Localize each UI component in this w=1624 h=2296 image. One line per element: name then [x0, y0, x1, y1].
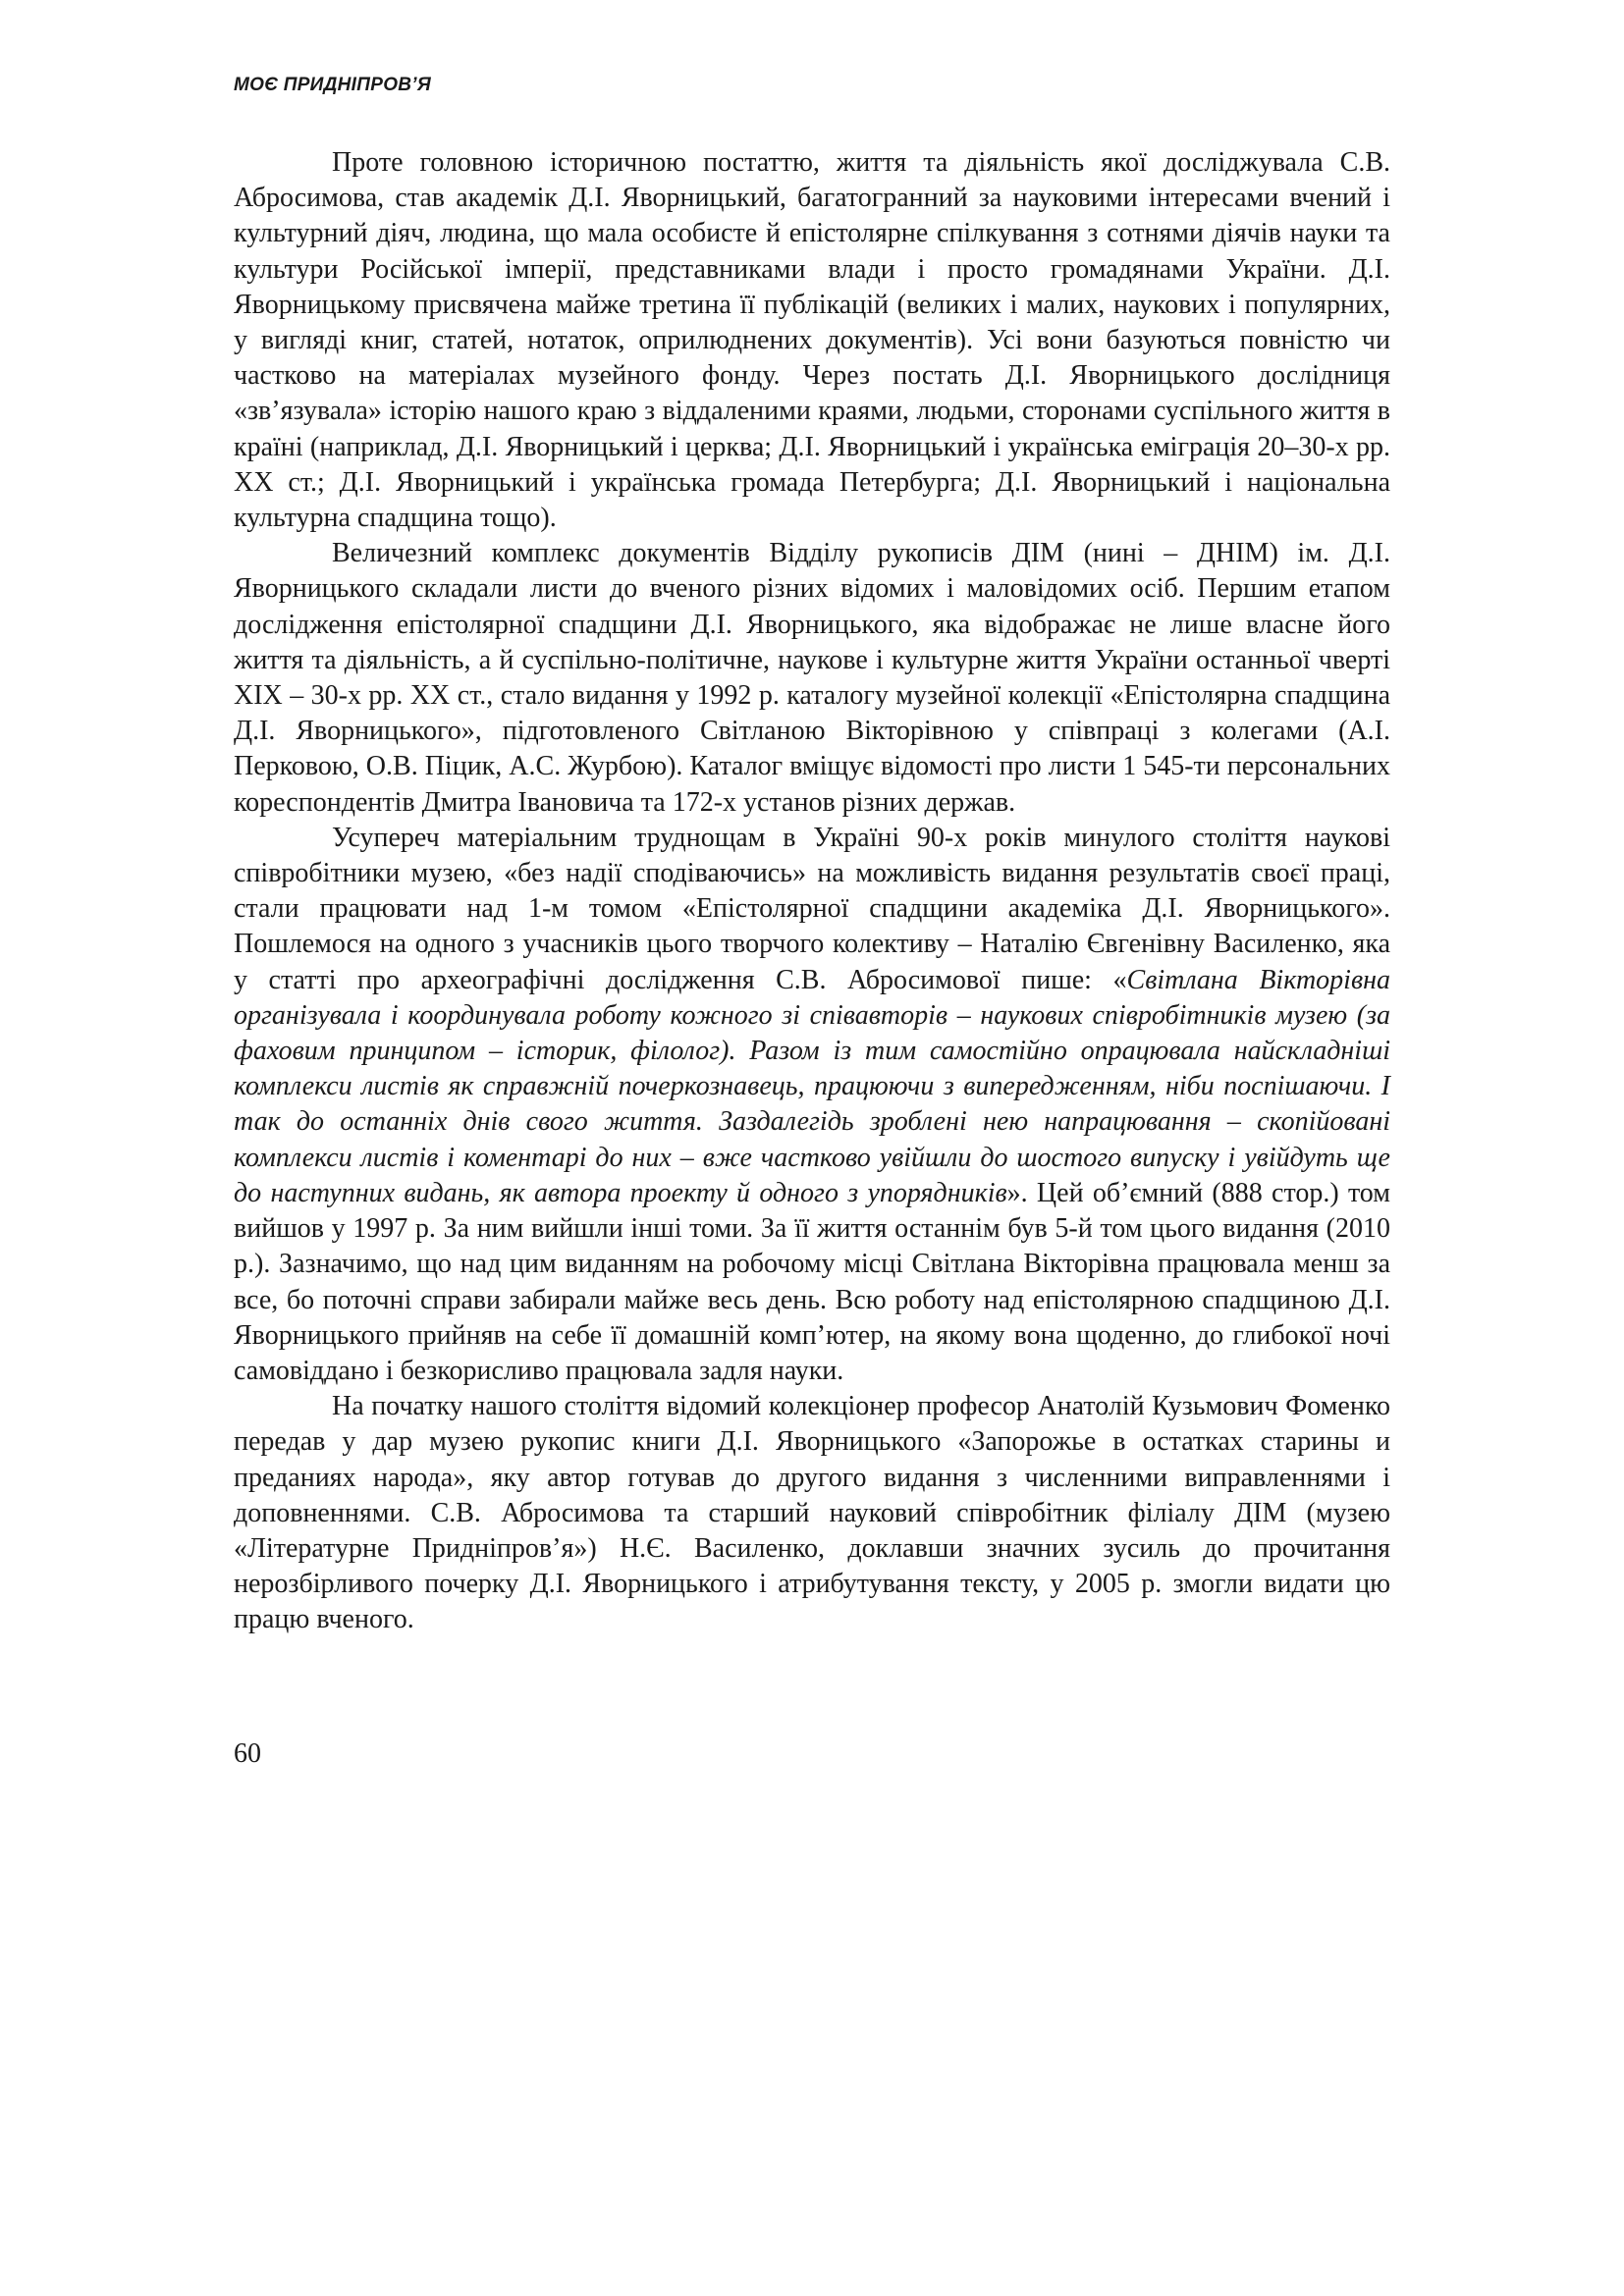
page-number: 60: [234, 1738, 261, 1769]
paragraph-2: Величезний комплекс документів Відділу рукописів ДІМ (нині – ДНІМ) ім. Д.І. Яворницького складали листи до вченого різних відомих і маловідомих осіб. Першим етапом дослідження епістолярної спадщини Д.І. Яворницького, яка відображає не лише власне його життя та діяльність, а й суспільно-політичне, наукове і культурне життя України останньої чверті ХІХ – 30-х рр. ХХ ст., стало видання у 1992 р. каталогу музейної колекції «Епістолярна спадщина Д.І. Яворницького», підготовленого Світланою Вікторівною у співпраці з колегами (А.І. Перковою, О.В. Піцик, А.С. Журбою). Каталог вміщує відомості про листи 1 545-ти персональних кореспондентів Дмитра Івановича та 172-х установ різних держав.: [234, 538, 1390, 818]
paragraph-1: Проте головною історичною постаттю, життя та діяльність якої досліджувала С.В. Абросимова, став академік Д.І. Яворницький, багатогранний за науковими інтересами вчений і культурний діяч, людина, що мала особисте й епістолярне спілкування з сотнями діячів науки та культури Російської імперії, представниками влади і просто громадянами України. Д.І. Яворницькому присвячена майже третина її публікацій (великих і малих, наукових і популярних, у вигляді книг, статей, нотаток, оприлюднених документів). Усі вони базуються повністю чи частково на матеріалах музейного фонду. Через постать Д.І. Яворницького дослідниця «зв’язувала» історію нашого краю з віддаленими краями, людьми, сторонами суспільного життя в країні (наприклад, Д.І. Яворницький і церква; Д.І. Яворницький і українська еміграція 20–30-х рр. ХХ ст.; Д.І. Яворницький і українська громада Петербурга; Д.І. Яворницький і національна культурна спадщина тощо).: [234, 147, 1390, 534]
running-header: МОЄ ПРИДНІПРОВ’Я: [234, 75, 432, 95]
paragraph-3-intro: Усупереч матеріальним труднощам в Україні 90-х років минулого століття наукові співробітники музею, «без надії сподіваючись» на можливість видання результатів своєї праці, стали працювати над 1-м томом «Епістолярної спадщини академіка Д.І. Яворницького». Пошлемося на одного з учасників цього творчого колективу – Наталію Євгенівну Василенко, яка у статті про археографічні дослідження С.В. Абросимової пише: «: [234, 822, 1390, 995]
paragraph-3-rest: ». Цей об’ємний (888 стор.) том вийшов у 1997 р. За ним вийшли інші томи. За її життя останнім був 5-й том цього видання (2010 р.). Зазначимо, що над цим виданням на робочому місці Світлана Вікторівна працювала менш за все, бо поточні справи забирали майже весь день. Всю роботу над епістолярною спадщиною Д.І. Яворницького прийняв на себе її домашній комп’ютер, на якому вона щоденно, до глибокої ночі самовіддано і безкорисливо працювала задля науки.: [234, 1177, 1390, 1386]
quotation-italic: Світлана Вікторівна організувала і координувала роботу кожного зі співавторів – наукових співробітників музею (за фаховим принципом – історик, філолог). Разом із тим самостійно опрацювала найскладніші комплекси листів як справжній почеркознавець, працюючи з випередженням, ніби поспішаючи. І так до останніх днів свого життя. Заздалегідь зроблені нею напрацювання – скопійовані комплекси листів і коментарі до них – вже частково увійшли до шостого випуску і увійдуть ще до наступних видань, як автора проекту й одного з упорядників: [234, 964, 1390, 1208]
main-text: [234, 145, 1390, 1638]
paragraph-4: На початку нашого століття відомий колекціонер професор Анатолій Кузьмович Фоменко передав у дар музею рукопис книги Д.І. Яворницького «Запорожье в остатках старины и преданиях народа», яку автор готував до другого видання з численними виправленнями і доповненнями. С.В. Абросимова та старший науковий співробітник філіалу ДІМ (музею «Літературне Придніпров’я») Н.Є. Василенко, доклавши значних зусиль до прочитання нерозбірливого почерку Д.І. Яворницького і атрибутування тексту, у 2005 р. змогли видати цю працю вченого.: [234, 1391, 1390, 1635]
paragraph-3: [234, 821, 1390, 1389]
